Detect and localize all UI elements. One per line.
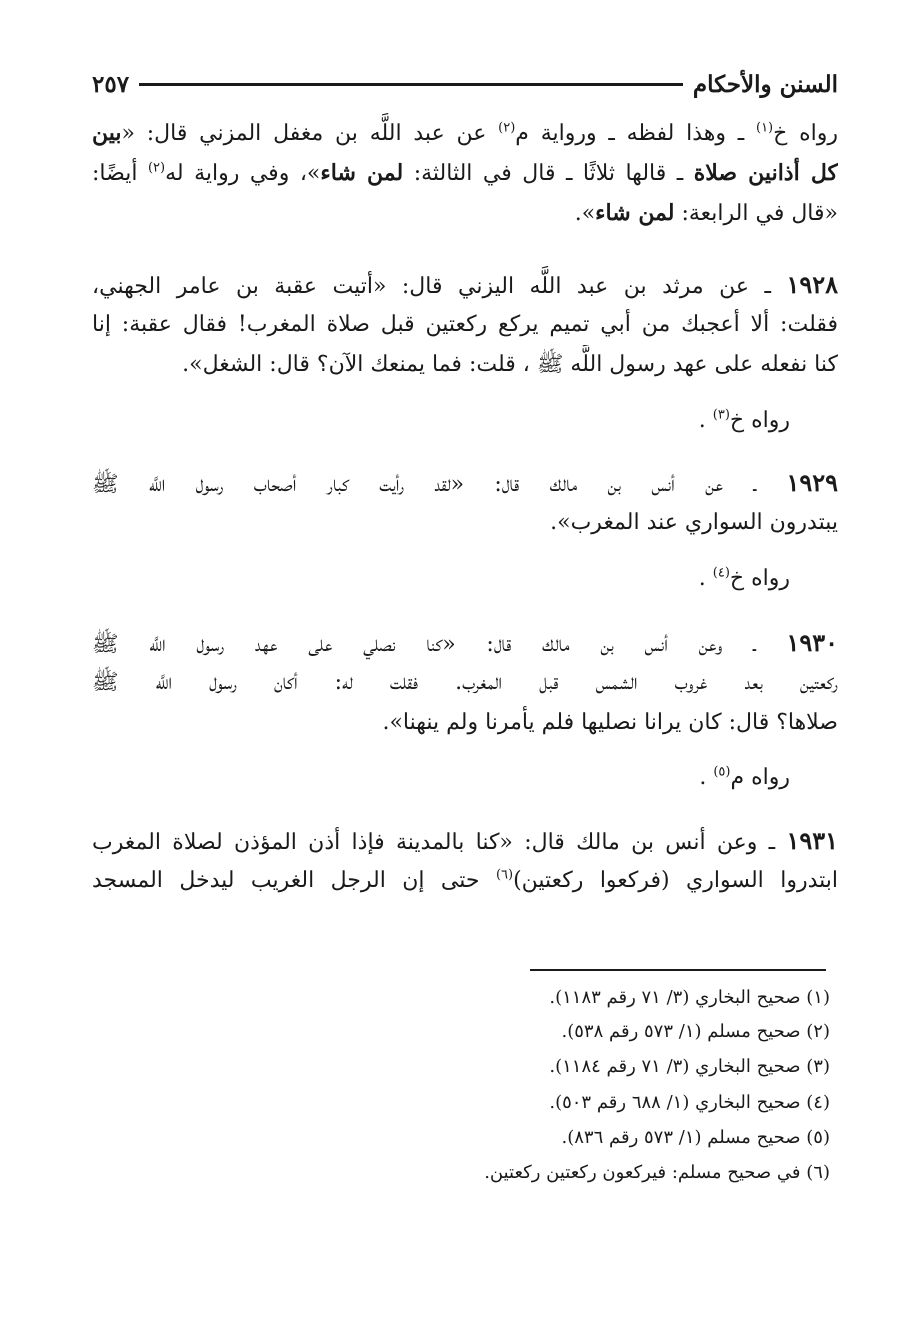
footnote: (٣) صحيح البخاري (٣/ ٧١ رقم ١١٨٤). — [549, 1056, 830, 1077]
source-line: رواه خ$^{(٤)}$ . — [698, 565, 790, 591]
footnote: (٦) في صحيح مسلم: فيركعون ركعتين ركعتين. — [484, 1162, 830, 1183]
text-line: كنا نفعله على عهد رسول اللَّه ﷺ ، قلت: فما يمنعك الآن؟ قال: الشغل». — [182, 352, 838, 377]
hadith-1931-line: ١٩٣١ ـ وعن أنس بن مالك قال: «كنا بالمدينة فإذا أذن المؤذن لصلاة المغرب — [92, 826, 838, 855]
footnote: (٤) صحيح البخاري (١/ ٦٨٨ رقم ٥٠٣). — [549, 1092, 830, 1113]
hadith-1930-line: ١٩٣٠ ـ وعن أنس بن مالك قال: «كنا نصلي على عهد رسول اللَّه ﷺ — [92, 628, 838, 657]
header-rule — [139, 83, 683, 86]
hadith-1928-line: ١٩٢٨ ـ عن مرثد بن عبد اللَّه اليزني قال: «أتيت عقبة بن عامر الجهني، — [92, 270, 838, 299]
text-line: صلاها؟ قال: كان يرانا نصليها فلم يأمرنا ولم ينهنا». — [382, 710, 838, 735]
text-line: كل أذانين صلاة ـ قالها ثلاثًا ـ قال في الثالثة: لمن شاء»، وفي رواية له$^{(٢)}$ أيضًا: — [92, 160, 838, 186]
text-line: يبتدرون السواري عند المغرب». — [550, 510, 838, 535]
text-line: ركعتين بعد غروب الشمس قبل المغرب. فقلت له: أكان رسول اللَّه ﷺ — [92, 670, 838, 695]
text-line: «قال في الرابعة: لمن شاء». — [574, 200, 838, 226]
source-line: رواه خ$^{(٣)}$ . — [698, 407, 790, 433]
footnote: (٢) صحيح مسلم (١/ ٥٧٣ رقم ٥٣٨). — [561, 1021, 830, 1042]
footnote: (٥) صحيح مسلم (١/ ٥٧٣ رقم ٨٣٦). — [561, 1127, 830, 1148]
footnote: (١) صحيح البخاري (٣/ ٧١ رقم ١١٨٣). — [549, 987, 830, 1008]
text-line: رواه خ$^{(١)}$ ـ وهذا لفظه ـ ورواية م$^{(٢)}$ عن عبد اللَّه بن مغفل المزني قال: «بين — [92, 120, 838, 146]
hadith-1929-line: ١٩٢٩ ـ عن أنس بن مالك قال: «لقد رأيت كبار أصحاب رسول اللَّه ﷺ — [92, 468, 838, 497]
page-number: ٢٥٧ — [92, 70, 130, 98]
text-line: ابتدروا السواري (فركعوا ركعتين)$^{(٦)}$ حتى إن الرجل الغريب ليدخل المسجد — [92, 867, 838, 893]
source-line: رواه م$^{(٥)}$ . — [699, 764, 790, 790]
running-header — [92, 62, 838, 106]
text-line: فقلت: ألا أعجبك من أبي تميم يركع ركعتين قبل صلاة المغرب! فقال عقبة: إنا — [92, 312, 838, 337]
running-title: السنن والأحكام — [692, 70, 838, 98]
footnote-rule — [530, 969, 826, 971]
